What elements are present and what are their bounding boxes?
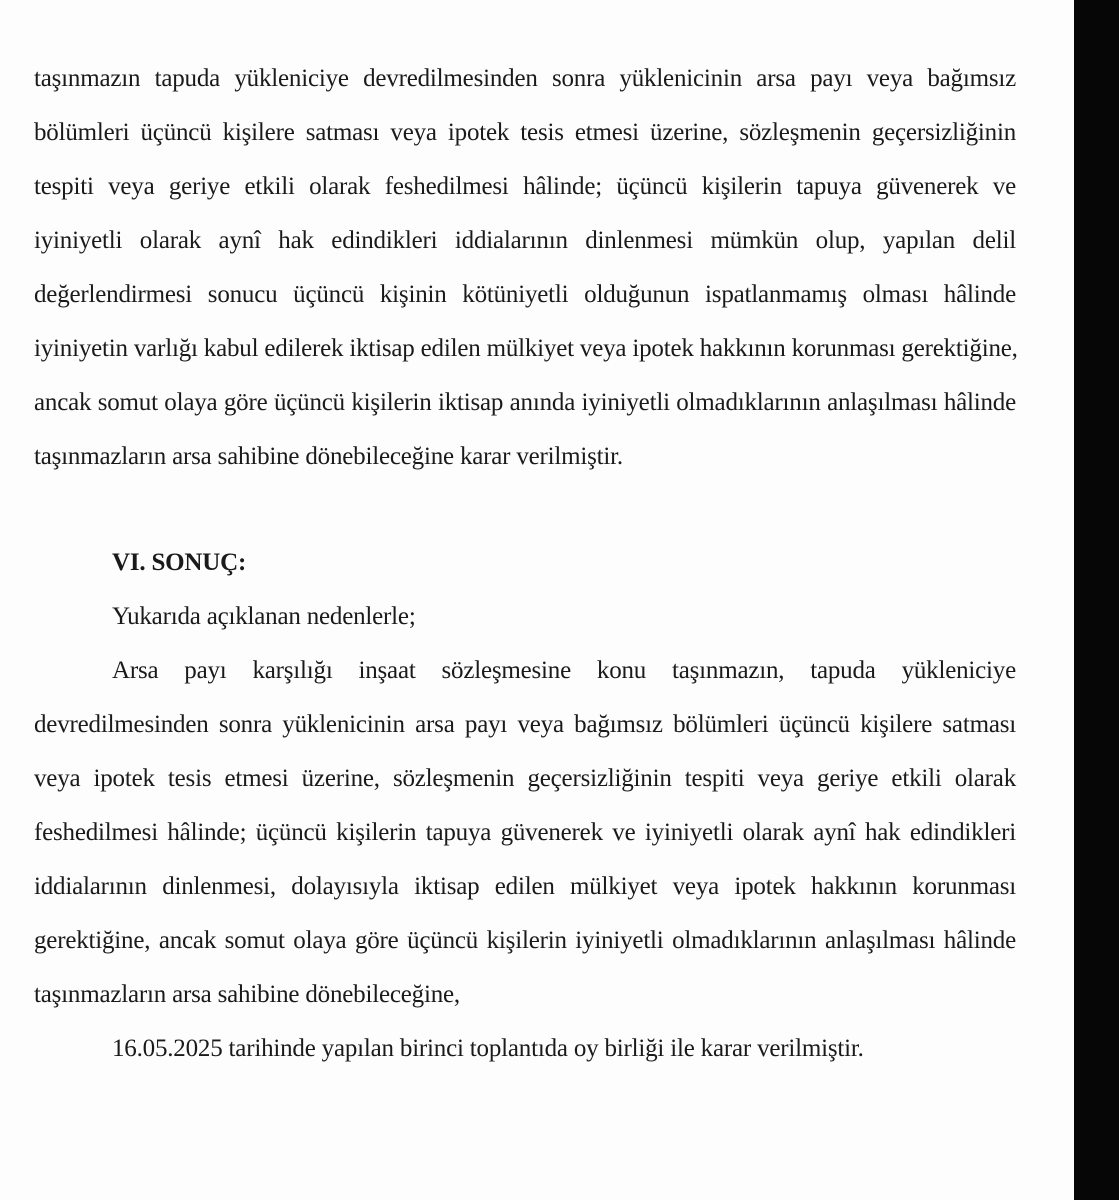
section-heading: VI. SONUÇ: <box>112 549 247 576</box>
text-line: taşınmazın tapuda yükleniciye devredilmesinden sonra yüklenicinin arsa payı veya bağımsız <box>34 65 1016 92</box>
section-intro: Yukarıda açıklanan nedenlerle; <box>112 603 416 630</box>
text-line: feshedilmesi hâlinde; üçüncü kişilerin tapuya güvenerek ve iyiniyetli olarak aynî hak edindikleri <box>34 819 1016 846</box>
paragraph-conclusion <box>34 644 1016 1022</box>
paragraph-previous-decision <box>34 52 1016 484</box>
text-line: taşınmazların arsa sahibine dönebileceğine karar verilmiştir. <box>34 443 623 470</box>
scan-edge-bar <box>1074 0 1119 1200</box>
text-line: veya ipotek tesis etmesi üzerine, sözleşmenin geçersizliğinin tespiti veya geriye etkili olarak <box>34 765 1016 792</box>
closing-statement: 16.05.2025 tarihinde yapılan birinci toplantıda oy birliği ile karar verilmiştir. <box>112 1035 864 1062</box>
text-line: bölümleri üçüncü kişilere satması veya ipotek tesis etmesi üzerine, sözleşmenin geçersizliğinin <box>34 119 1016 146</box>
text-line: gerektiğine, ancak somut olaya göre üçüncü kişilerin iyiniyetli olmadıklarının anlaşılması hâlinde <box>34 927 1016 954</box>
text-line: iyiniyetin varlığı kabul edilerek iktisap edilen mülkiyet veya ipotek hakkının korunması gerektiğine, <box>34 335 1018 362</box>
text-line: taşınmazların arsa sahibine dönebileceğine, <box>34 981 460 1008</box>
text-line: devredilmesinden sonra yüklenicinin arsa payı veya bağımsız bölümleri üçüncü kişilere satması <box>34 711 1016 738</box>
text-line: değerlendirmesi sonucu üçüncü kişinin kötüniyetli olduğunun ispatlanmamış olması hâlinde <box>34 281 1016 308</box>
text-line: iyiniyetli olarak aynî hak edindikleri iddialarının dinlenmesi mümkün olup, yapılan delil <box>34 227 1016 254</box>
text-line: tespiti veya geriye etkili olarak feshedilmesi hâlinde; üçüncü kişilerin tapuya güvenerek ve <box>34 173 1016 200</box>
text-line: Arsa payı karşılığı inşaat sözleşmesine konu taşınmazın, tapuda yükleniciye <box>112 657 1016 684</box>
section-spacer <box>34 484 1016 536</box>
text-line: iddialarının dinlenmesi, dolayısıyla iktisap edilen mülkiyet veya ipotek hakkının korunması <box>34 873 1016 900</box>
document-body <box>34 52 1016 1076</box>
text-line: ancak somut olaya göre üçüncü kişilerin iktisap anında iyiniyetli olmadıklarının anlaşılması hâlinde <box>34 389 1016 416</box>
